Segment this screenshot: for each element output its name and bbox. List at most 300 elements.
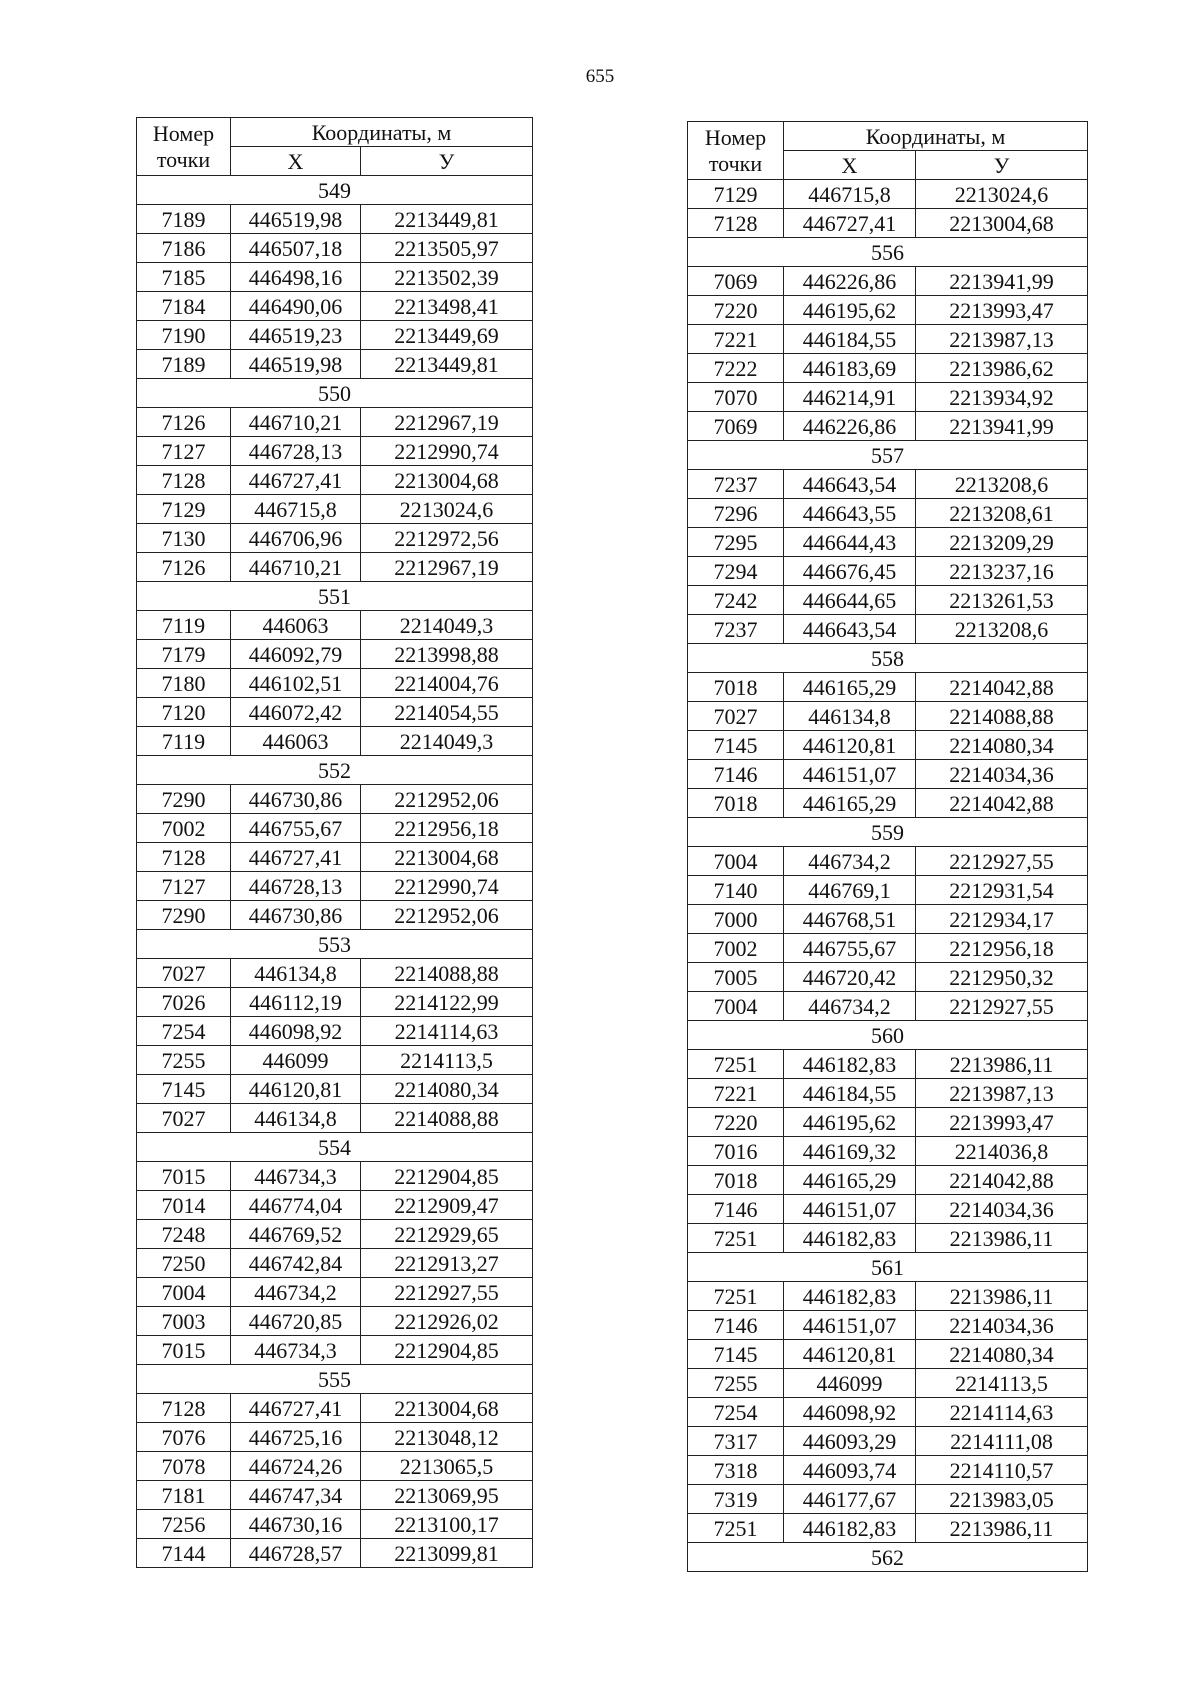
x-coordinate-cell: 446734,3 bbox=[231, 1162, 361, 1191]
group-label: 555 bbox=[137, 1365, 533, 1394]
point-number-cell: 7181 bbox=[137, 1481, 231, 1510]
point-number-cell: 7129 bbox=[137, 495, 231, 524]
point-number-cell: 7184 bbox=[137, 292, 231, 321]
x-coordinate-cell: 446769,1 bbox=[784, 876, 916, 905]
group-label: 549 bbox=[137, 176, 533, 205]
point-number-cell: 7221 bbox=[688, 1079, 784, 1108]
table-row bbox=[688, 1311, 1088, 1340]
point-number-cell: 7069 bbox=[688, 267, 784, 296]
table-row bbox=[137, 1104, 533, 1133]
y-coordinate-cell: 2214122,99 bbox=[361, 988, 533, 1017]
table-row bbox=[137, 263, 533, 292]
y-coordinate-cell: 2212952,06 bbox=[361, 901, 533, 930]
table-row bbox=[137, 1539, 533, 1568]
y-coordinate-cell: 2213986,62 bbox=[916, 354, 1088, 383]
y-coordinate-cell: 2212904,85 bbox=[361, 1162, 533, 1191]
table-row bbox=[688, 1137, 1088, 1166]
y-coordinate-cell: 2213502,39 bbox=[361, 263, 533, 292]
x-coordinate-cell: 446165,29 bbox=[784, 1166, 916, 1195]
y-coordinate-cell: 2214088,88 bbox=[916, 702, 1088, 731]
point-number-cell: 7069 bbox=[688, 412, 784, 441]
y-coordinate-cell: 2212929,65 bbox=[361, 1220, 533, 1249]
table-row bbox=[688, 905, 1088, 934]
x-coordinate-cell: 446747,34 bbox=[231, 1481, 361, 1510]
x-coordinate-cell: 446507,18 bbox=[231, 234, 361, 263]
x-coordinate-cell: 446706,96 bbox=[231, 524, 361, 553]
x-coordinate-cell: 446182,83 bbox=[784, 1514, 916, 1543]
x-coordinate-cell: 446728,13 bbox=[231, 872, 361, 901]
y-coordinate-cell: 2213004,68 bbox=[361, 1394, 533, 1423]
table-row bbox=[137, 1510, 533, 1539]
x-coordinate-cell: 446768,51 bbox=[784, 905, 916, 934]
table-row bbox=[688, 1282, 1088, 1311]
table-row bbox=[137, 785, 533, 814]
x-coordinate-cell: 446490,06 bbox=[231, 292, 361, 321]
table-row bbox=[137, 698, 533, 727]
point-number-cell: 7119 bbox=[137, 727, 231, 756]
y-coordinate-cell: 2212913,27 bbox=[361, 1249, 533, 1278]
y-coordinate-cell: 2213986,11 bbox=[916, 1514, 1088, 1543]
x-coordinate-cell: 446644,65 bbox=[784, 586, 916, 615]
x-coordinate-cell: 446184,55 bbox=[784, 325, 916, 354]
point-number-header-line: Номер bbox=[704, 124, 767, 150]
table-row bbox=[688, 1108, 1088, 1137]
x-coordinate-cell: 446728,57 bbox=[231, 1539, 361, 1568]
header-row bbox=[137, 118, 533, 147]
point-number-header-line: Номер bbox=[152, 120, 215, 146]
x-coordinate-cell: 446195,62 bbox=[784, 1108, 916, 1137]
y-coordinate-cell: 2213048,12 bbox=[361, 1423, 533, 1452]
y-coordinate-cell: 2213987,13 bbox=[916, 325, 1088, 354]
y-coordinate-cell: 2213983,05 bbox=[916, 1485, 1088, 1514]
y-coordinate-cell: 2213100,17 bbox=[361, 1510, 533, 1539]
x-coordinate-cell: 446093,29 bbox=[784, 1427, 916, 1456]
table-row bbox=[137, 1452, 533, 1481]
point-number-cell: 7015 bbox=[137, 1162, 231, 1191]
point-number-header-line: точки bbox=[156, 146, 211, 172]
table-row bbox=[137, 1481, 533, 1510]
point-number-cell: 7254 bbox=[688, 1398, 784, 1427]
table-row bbox=[688, 1224, 1088, 1253]
group-label: 551 bbox=[137, 582, 533, 611]
table-row bbox=[688, 383, 1088, 412]
point-number-cell: 7180 bbox=[137, 669, 231, 698]
x-coordinate-cell: 446734,3 bbox=[231, 1336, 361, 1365]
table-row bbox=[688, 1398, 1088, 1427]
table-row bbox=[137, 350, 533, 379]
point-number-cell: 7130 bbox=[137, 524, 231, 553]
table-row bbox=[688, 1079, 1088, 1108]
table-row bbox=[137, 872, 533, 901]
x-coordinate-cell: 446099 bbox=[784, 1369, 916, 1398]
group-label: 558 bbox=[688, 644, 1088, 673]
table-row bbox=[688, 1485, 1088, 1514]
table-row bbox=[137, 959, 533, 988]
x-coordinate-cell: 446063 bbox=[231, 727, 361, 756]
x-coordinate-cell: 446643,55 bbox=[784, 499, 916, 528]
x-coordinate-cell: 446755,67 bbox=[231, 814, 361, 843]
x-coordinate-cell: 446183,69 bbox=[784, 354, 916, 383]
table-row bbox=[688, 1195, 1088, 1224]
point-number-cell: 7127 bbox=[137, 872, 231, 901]
table-row bbox=[688, 180, 1088, 209]
y-coordinate-cell: 2214110,57 bbox=[916, 1456, 1088, 1485]
x-coordinate-cell: 446727,41 bbox=[784, 209, 916, 238]
x-coordinate-cell: 446728,13 bbox=[231, 437, 361, 466]
x-coordinate-cell: 446734,2 bbox=[784, 847, 916, 876]
x-coordinate-cell: 446120,81 bbox=[231, 1075, 361, 1104]
point-number-cell: 7146 bbox=[688, 1311, 784, 1340]
point-number-cell: 7070 bbox=[688, 383, 784, 412]
point-number-cell: 7255 bbox=[137, 1046, 231, 1075]
table-row bbox=[137, 321, 533, 350]
point-number-cell: 7146 bbox=[688, 1195, 784, 1224]
y-coordinate-cell: 2212934,17 bbox=[916, 905, 1088, 934]
y-coordinate-cell: 2213449,81 bbox=[361, 350, 533, 379]
x-coordinate-cell: 446769,52 bbox=[231, 1220, 361, 1249]
point-number-cell: 7254 bbox=[137, 1017, 231, 1046]
table-row bbox=[137, 234, 533, 263]
table-row bbox=[688, 876, 1088, 905]
point-number-cell: 7078 bbox=[137, 1452, 231, 1481]
y-coordinate-cell: 2213449,81 bbox=[361, 205, 533, 234]
point-number-cell: 7319 bbox=[688, 1485, 784, 1514]
x-coordinate-cell: 446742,84 bbox=[231, 1249, 361, 1278]
y-coordinate-cell: 2212927,55 bbox=[916, 992, 1088, 1021]
group-row bbox=[137, 176, 533, 205]
x-coordinate-cell: 446182,83 bbox=[784, 1224, 916, 1253]
table-row bbox=[688, 731, 1088, 760]
point-number-cell: 7004 bbox=[688, 992, 784, 1021]
point-number-cell: 7190 bbox=[137, 321, 231, 350]
point-number-cell: 7290 bbox=[137, 901, 231, 930]
y-coordinate-cell: 2214042,88 bbox=[916, 1166, 1088, 1195]
point-number-cell: 7129 bbox=[688, 180, 784, 209]
group-row bbox=[688, 818, 1088, 847]
table-row bbox=[137, 727, 533, 756]
table-row bbox=[688, 1340, 1088, 1369]
x-coordinate-cell: 446643,54 bbox=[784, 470, 916, 499]
point-number-cell: 7128 bbox=[137, 843, 231, 872]
x-coordinate-cell: 446730,16 bbox=[231, 1510, 361, 1539]
x-coordinate-cell: 446498,16 bbox=[231, 263, 361, 292]
table-row bbox=[688, 209, 1088, 238]
y-coordinate-cell: 2214114,63 bbox=[916, 1398, 1088, 1427]
x-coordinate-cell: 446151,07 bbox=[784, 1311, 916, 1340]
group-label: 561 bbox=[688, 1253, 1088, 1282]
table-row bbox=[137, 437, 533, 466]
y-coordinate-cell: 2212927,55 bbox=[916, 847, 1088, 876]
point-number-cell: 7144 bbox=[137, 1539, 231, 1568]
table-row bbox=[688, 789, 1088, 818]
group-label: 562 bbox=[688, 1543, 1088, 1572]
table-row bbox=[688, 615, 1088, 644]
x-coordinate-cell: 446072,42 bbox=[231, 698, 361, 727]
x-coordinate-cell: 446093,74 bbox=[784, 1456, 916, 1485]
y-coordinate-cell: 2214114,63 bbox=[361, 1017, 533, 1046]
group-label: 556 bbox=[688, 238, 1088, 267]
x-coordinate-cell: 446120,81 bbox=[784, 731, 916, 760]
point-number-cell: 7251 bbox=[688, 1224, 784, 1253]
point-number-cell: 7318 bbox=[688, 1456, 784, 1485]
y-coordinate-cell: 2214080,34 bbox=[916, 1340, 1088, 1369]
point-number-cell: 7294 bbox=[688, 557, 784, 586]
y-coordinate-cell: 2212990,74 bbox=[361, 437, 533, 466]
table-row bbox=[688, 1514, 1088, 1543]
y-coordinate-cell: 2214088,88 bbox=[361, 959, 533, 988]
y-coordinate-cell: 2213941,99 bbox=[916, 267, 1088, 296]
point-number-cell: 7018 bbox=[688, 1166, 784, 1195]
x-coordinate-cell: 446715,8 bbox=[231, 495, 361, 524]
table-row bbox=[688, 760, 1088, 789]
point-number-cell: 7145 bbox=[688, 1340, 784, 1369]
y-coordinate-cell: 2212926,02 bbox=[361, 1307, 533, 1336]
point-number-cell: 7002 bbox=[137, 814, 231, 843]
table-row bbox=[688, 296, 1088, 325]
table-row bbox=[688, 1456, 1088, 1485]
y-coordinate-cell: 2213986,11 bbox=[916, 1050, 1088, 1079]
table-row bbox=[137, 1075, 533, 1104]
x-coordinate-cell: 446727,41 bbox=[231, 1394, 361, 1423]
y-coordinate-cell: 2213993,47 bbox=[916, 1108, 1088, 1137]
x-coordinate-cell: 446102,51 bbox=[231, 669, 361, 698]
table-row bbox=[688, 992, 1088, 1021]
y-coordinate-cell: 2214054,55 bbox=[361, 698, 533, 727]
point-number-cell: 7140 bbox=[688, 876, 784, 905]
group-label: 550 bbox=[137, 379, 533, 408]
table-row bbox=[688, 528, 1088, 557]
group-row bbox=[137, 379, 533, 408]
table-row bbox=[137, 1046, 533, 1075]
y-coordinate-cell: 2213498,41 bbox=[361, 292, 533, 321]
x-coordinate-cell: 446710,21 bbox=[231, 553, 361, 582]
y-coordinate-cell: 2212956,18 bbox=[916, 934, 1088, 963]
table-row bbox=[137, 205, 533, 234]
x-coordinate-cell: 446720,42 bbox=[784, 963, 916, 992]
group-row bbox=[688, 441, 1088, 470]
point-number-cell: 7027 bbox=[137, 959, 231, 988]
x-coordinate-cell: 446098,92 bbox=[784, 1398, 916, 1427]
point-number-cell: 7015 bbox=[137, 1336, 231, 1365]
header-row bbox=[688, 122, 1088, 151]
point-number-cell: 7016 bbox=[688, 1137, 784, 1166]
table-row bbox=[137, 814, 533, 843]
point-number-cell: 7189 bbox=[137, 205, 231, 234]
y-coordinate-cell: 2212909,47 bbox=[361, 1191, 533, 1220]
x-coordinate-cell: 446112,19 bbox=[231, 988, 361, 1017]
y-coordinate-cell: 2214004,76 bbox=[361, 669, 533, 698]
point-number-cell: 7128 bbox=[137, 466, 231, 495]
y-coordinate-cell: 2213099,81 bbox=[361, 1539, 533, 1568]
x-coordinate-cell: 446195,62 bbox=[784, 296, 916, 325]
y-coordinate-cell: 2214034,36 bbox=[916, 760, 1088, 789]
x-coordinate-cell: 446226,86 bbox=[784, 267, 916, 296]
group-label: 560 bbox=[688, 1021, 1088, 1050]
y-coordinate-cell: 2213934,92 bbox=[916, 383, 1088, 412]
table-row bbox=[137, 1220, 533, 1249]
point-number-cell: 7076 bbox=[137, 1423, 231, 1452]
x-coordinate-cell: 446120,81 bbox=[784, 1340, 916, 1369]
x-coordinate-cell: 446151,07 bbox=[784, 1195, 916, 1224]
point-number-cell: 7004 bbox=[688, 847, 784, 876]
table-row bbox=[688, 673, 1088, 702]
x-coordinate-cell: 446165,29 bbox=[784, 789, 916, 818]
point-number-cell: 7003 bbox=[137, 1307, 231, 1336]
x-coordinate-cell: 446774,04 bbox=[231, 1191, 361, 1220]
table-row bbox=[688, 470, 1088, 499]
point-number-cell: 7296 bbox=[688, 499, 784, 528]
x-coordinate-cell: 446134,8 bbox=[784, 702, 916, 731]
x-coordinate-cell: 446720,85 bbox=[231, 1307, 361, 1336]
y-coordinate-cell: 2213505,97 bbox=[361, 234, 533, 263]
table-row bbox=[137, 640, 533, 669]
coordinates-header: Координаты, м bbox=[784, 122, 1088, 151]
group-row bbox=[137, 756, 533, 785]
y-coordinate-cell: 2214036,8 bbox=[916, 1137, 1088, 1166]
x-coordinate-cell: 446710,21 bbox=[231, 408, 361, 437]
table-row bbox=[137, 292, 533, 321]
y-coordinate-cell: 2212952,06 bbox=[361, 785, 533, 814]
point-number-cell: 7185 bbox=[137, 263, 231, 292]
point-number-header-line: точки bbox=[708, 150, 763, 176]
group-row bbox=[137, 1133, 533, 1162]
y-coordinate-cell: 2213998,88 bbox=[361, 640, 533, 669]
point-number-cell: 7145 bbox=[137, 1075, 231, 1104]
point-number-cell: 7179 bbox=[137, 640, 231, 669]
x-coordinate-cell: 446092,79 bbox=[231, 640, 361, 669]
table-row bbox=[137, 1423, 533, 1452]
table-row bbox=[137, 553, 533, 582]
x-coordinate-cell: 446727,41 bbox=[231, 466, 361, 495]
y-coordinate-cell: 2213024,6 bbox=[361, 495, 533, 524]
x-column-header: X bbox=[784, 151, 916, 180]
point-number-cell: 7237 bbox=[688, 470, 784, 499]
x-column-header: X bbox=[231, 147, 361, 176]
x-coordinate-cell: 446151,07 bbox=[784, 760, 916, 789]
x-coordinate-cell: 446226,86 bbox=[784, 412, 916, 441]
x-coordinate-cell: 446519,23 bbox=[231, 321, 361, 350]
x-coordinate-cell: 446098,92 bbox=[231, 1017, 361, 1046]
y-coordinate-cell: 2214049,3 bbox=[361, 727, 533, 756]
point-number-cell: 7027 bbox=[688, 702, 784, 731]
point-number-cell: 7014 bbox=[137, 1191, 231, 1220]
y-coordinate-cell: 2212967,19 bbox=[361, 408, 533, 437]
group-row bbox=[688, 238, 1088, 267]
point-number-cell: 7018 bbox=[688, 789, 784, 818]
group-label: 554 bbox=[137, 1133, 533, 1162]
y-coordinate-cell: 2213261,53 bbox=[916, 586, 1088, 615]
y-coordinate-cell: 2213987,13 bbox=[916, 1079, 1088, 1108]
y-coordinate-cell: 2213024,6 bbox=[916, 180, 1088, 209]
x-coordinate-cell: 446519,98 bbox=[231, 350, 361, 379]
y-coordinate-cell: 2213986,11 bbox=[916, 1282, 1088, 1311]
table-row bbox=[137, 1336, 533, 1365]
y-coordinate-cell: 2214034,36 bbox=[916, 1195, 1088, 1224]
y-coordinate-cell: 2212967,19 bbox=[361, 553, 533, 582]
y-column-header: У bbox=[361, 147, 533, 176]
page-number: 655 bbox=[585, 66, 615, 87]
point-number-cell: 7027 bbox=[137, 1104, 231, 1133]
group-label: 557 bbox=[688, 441, 1088, 470]
y-coordinate-cell: 2213004,68 bbox=[361, 843, 533, 872]
y-coordinate-cell: 2213941,99 bbox=[916, 412, 1088, 441]
point-number-cell: 7222 bbox=[688, 354, 784, 383]
x-coordinate-cell: 446676,45 bbox=[784, 557, 916, 586]
point-number-cell: 7189 bbox=[137, 350, 231, 379]
point-number-cell: 7251 bbox=[688, 1050, 784, 1079]
y-coordinate-cell: 2212927,55 bbox=[361, 1278, 533, 1307]
table-row bbox=[137, 495, 533, 524]
point-number-cell: 7026 bbox=[137, 988, 231, 1017]
y-coordinate-cell: 2214113,5 bbox=[916, 1369, 1088, 1398]
point-number-cell: 7220 bbox=[688, 296, 784, 325]
x-coordinate-cell: 446734,2 bbox=[784, 992, 916, 1021]
table-row bbox=[137, 1249, 533, 1278]
table-row bbox=[688, 267, 1088, 296]
point-number-cell: 7120 bbox=[137, 698, 231, 727]
y-coordinate-cell: 2213237,16 bbox=[916, 557, 1088, 586]
table-row bbox=[137, 408, 533, 437]
y-coordinate-cell: 2213004,68 bbox=[916, 209, 1088, 238]
y-coordinate-cell: 2212904,85 bbox=[361, 1336, 533, 1365]
point-number-cell: 7004 bbox=[137, 1278, 231, 1307]
y-coordinate-cell: 2213986,11 bbox=[916, 1224, 1088, 1253]
y-coordinate-cell: 2214088,88 bbox=[361, 1104, 533, 1133]
table-row bbox=[688, 1166, 1088, 1195]
point-number-cell: 7146 bbox=[688, 760, 784, 789]
table-row bbox=[688, 325, 1088, 354]
table-row bbox=[137, 611, 533, 640]
x-coordinate-cell: 446724,26 bbox=[231, 1452, 361, 1481]
group-row bbox=[688, 644, 1088, 673]
y-coordinate-cell: 2214049,3 bbox=[361, 611, 533, 640]
y-coordinate-cell: 2213208,6 bbox=[916, 470, 1088, 499]
point-number-cell: 7126 bbox=[137, 553, 231, 582]
y-coordinate-cell: 2213069,95 bbox=[361, 1481, 533, 1510]
y-coordinate-cell: 2214080,34 bbox=[361, 1075, 533, 1104]
point-number-cell: 7317 bbox=[688, 1427, 784, 1456]
point-number-cell: 7242 bbox=[688, 586, 784, 615]
table-row bbox=[137, 1191, 533, 1220]
group-row bbox=[688, 1021, 1088, 1050]
coordinates-table-left bbox=[136, 117, 533, 1568]
table-row bbox=[688, 702, 1088, 731]
point-number-cell: 7248 bbox=[137, 1220, 231, 1249]
table-row bbox=[137, 1394, 533, 1423]
x-coordinate-cell: 446727,41 bbox=[231, 843, 361, 872]
table-row bbox=[137, 1278, 533, 1307]
y-coordinate-cell: 2213993,47 bbox=[916, 296, 1088, 325]
coordinates-header: Координаты, м bbox=[231, 118, 533, 147]
x-coordinate-cell: 446063 bbox=[231, 611, 361, 640]
point-number-cell: 7295 bbox=[688, 528, 784, 557]
y-coordinate-cell: 2213004,68 bbox=[361, 466, 533, 495]
y-coordinate-cell: 2214111,08 bbox=[916, 1427, 1088, 1456]
x-coordinate-cell: 446734,2 bbox=[231, 1278, 361, 1307]
table-row bbox=[688, 354, 1088, 383]
table-row bbox=[688, 934, 1088, 963]
table-row bbox=[137, 1162, 533, 1191]
point-number-cell: 7237 bbox=[688, 615, 784, 644]
point-number-cell: 7005 bbox=[688, 963, 784, 992]
group-row bbox=[137, 582, 533, 611]
y-coordinate-cell: 2214113,5 bbox=[361, 1046, 533, 1075]
y-coordinate-cell: 2212950,32 bbox=[916, 963, 1088, 992]
table-row bbox=[137, 524, 533, 553]
table-row bbox=[688, 557, 1088, 586]
table-row bbox=[137, 843, 533, 872]
table-row bbox=[137, 669, 533, 698]
